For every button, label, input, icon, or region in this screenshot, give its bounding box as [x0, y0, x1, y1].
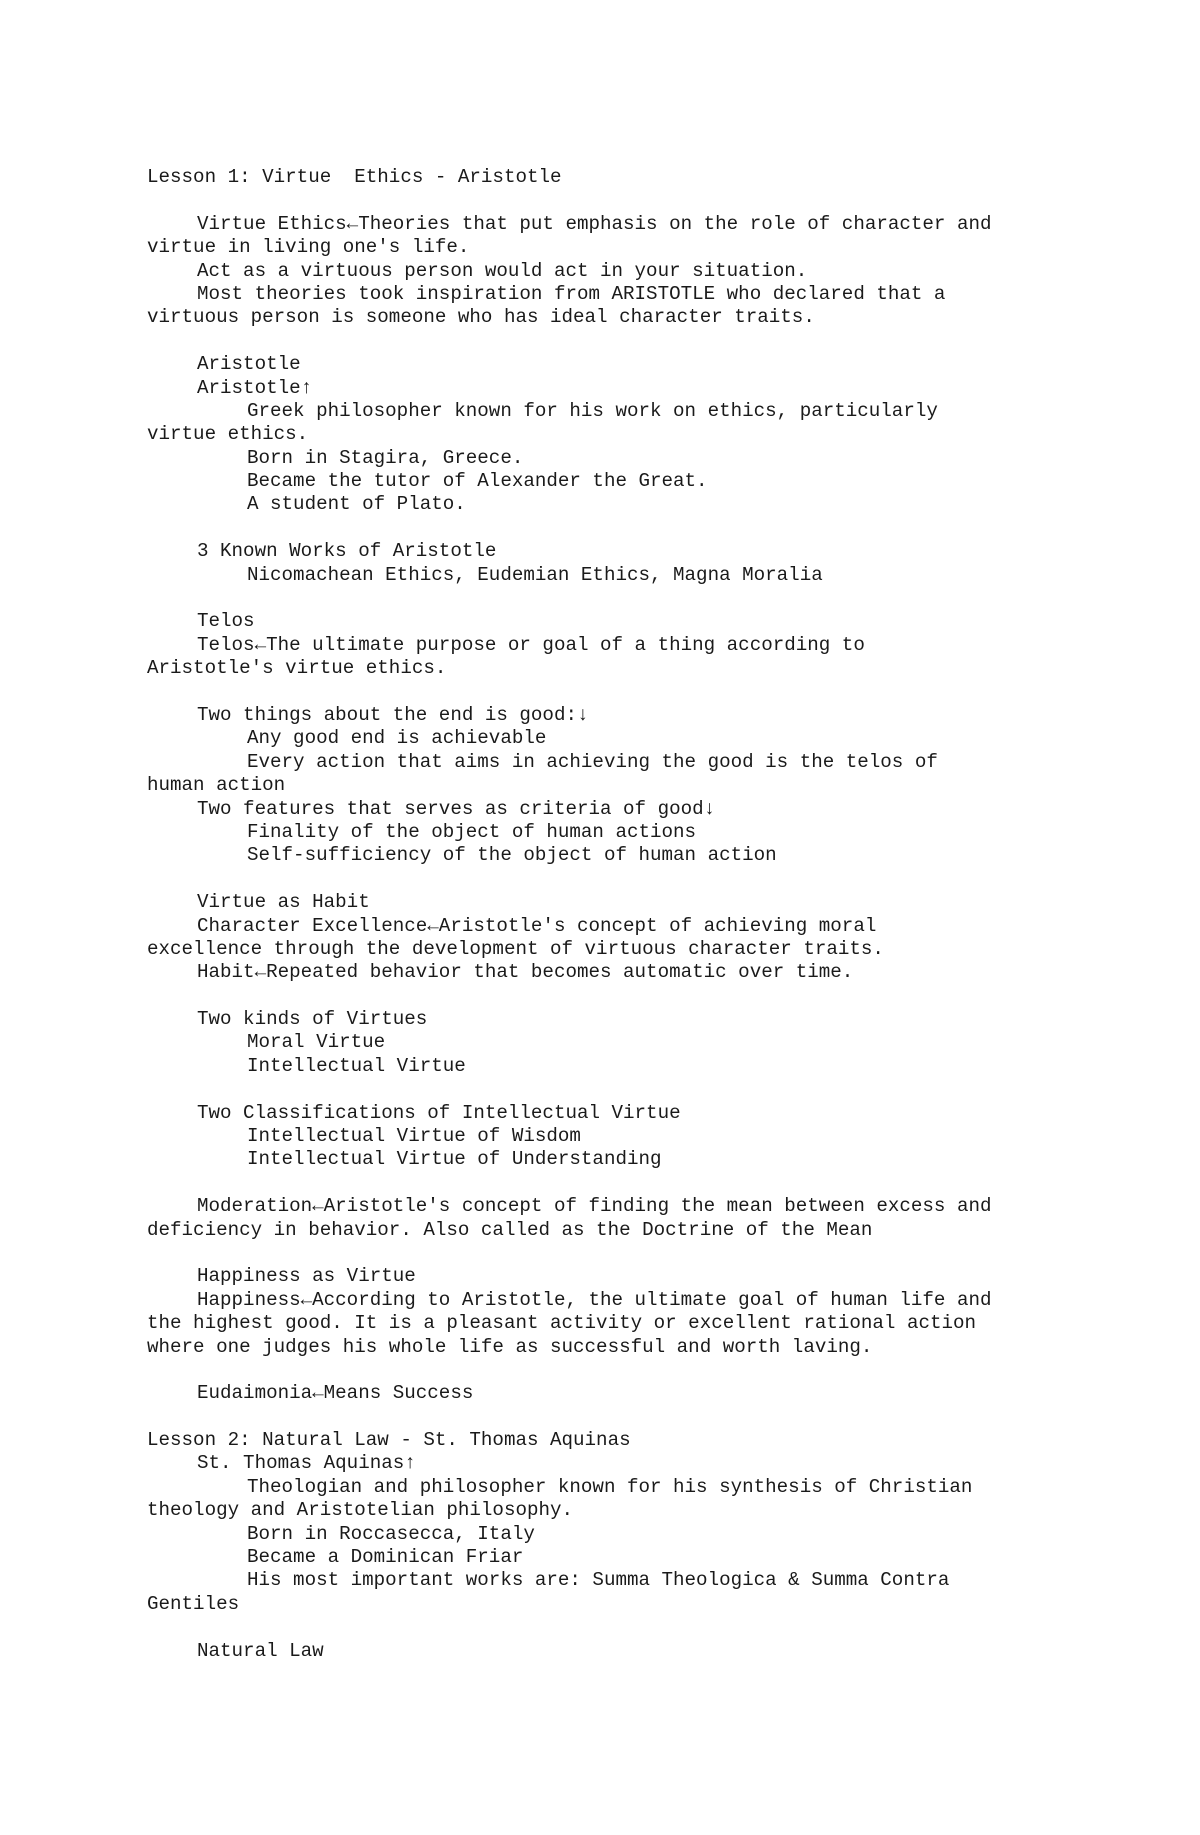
- text-line: Born in Stagira, Greece.: [247, 446, 524, 469]
- text-line: where one judges his whole life as successful and worth laving.: [147, 1335, 873, 1358]
- text-line: Eudaimonia←Means Success: [197, 1382, 474, 1405]
- text-line: Telos: [197, 610, 255, 633]
- text-line: Any good end is achievable: [247, 727, 547, 750]
- text-line: Every action that aims in achieving the good is the telos of: [247, 750, 938, 773]
- text-line: Self-sufficiency of the object of human action: [247, 844, 777, 867]
- text-line: Virtue as Habit: [197, 891, 370, 914]
- text-line: Nicomachean Ethics, Eudemian Ethics, Magna Moralia: [247, 563, 823, 586]
- text-line: Became the tutor of Alexander the Great.: [247, 470, 708, 493]
- text-line: virtue in living one's life.: [147, 236, 470, 259]
- text-line: Born in Roccasecca, Italy: [247, 1522, 535, 1545]
- text-line: Finality of the object of human actions: [247, 820, 697, 843]
- text-line: Habit←Repeated behavior that becomes automatic over time.: [197, 961, 854, 984]
- blank-line: [147, 330, 1147, 353]
- blank-line: [147, 681, 1147, 704]
- blank-line: [147, 1078, 1147, 1101]
- text-line: Aristotle↑: [197, 376, 313, 399]
- text-line: the highest good. It is a pleasant activity or excellent rational action: [147, 1312, 977, 1335]
- text-line: Aristotle's virtue ethics.: [147, 657, 447, 680]
- document-page: [147, 166, 1147, 1663]
- blank-line: [147, 1242, 1147, 1265]
- blank-line: [147, 517, 1147, 540]
- text-line: Moral Virtue: [247, 1031, 386, 1054]
- blank-line: [147, 1359, 1147, 1382]
- blank-line: [147, 1406, 1147, 1429]
- text-line: Intellectual Virtue of Understanding: [247, 1148, 662, 1171]
- text-line: theology and Aristotelian philosophy.: [147, 1499, 574, 1522]
- text-line: A student of Plato.: [247, 493, 466, 516]
- text-line: deficiency in behavior. Also called as the Doctrine of the Mean: [147, 1218, 873, 1241]
- text-line: virtuous person is someone who has ideal character traits.: [147, 306, 815, 329]
- blank-line: [147, 985, 1147, 1008]
- blank-line: [147, 1616, 1147, 1639]
- text-line: Virtue Ethics←Theories that put emphasis on the role of character and: [197, 212, 992, 235]
- text-line: Intellectual Virtue of Wisdom: [247, 1125, 581, 1148]
- text-line: virtue ethics.: [147, 423, 309, 446]
- text-line: Character Excellence←Aristotle's concept of achieving moral: [197, 914, 877, 937]
- text-line: excellence through the development of virtuous character traits.: [147, 937, 884, 960]
- text-line: Happiness←According to Aristotle, the ultimate goal of human life and: [197, 1288, 992, 1311]
- text-line: Natural Law: [197, 1639, 324, 1662]
- text-line: human action: [147, 774, 286, 797]
- text-line: Two kinds of Virtues: [197, 1008, 428, 1031]
- text-line: Two Classifications of Intellectual Virtue: [197, 1101, 681, 1124]
- text-line: Telos←The ultimate purpose or goal of a thing according to: [197, 633, 865, 656]
- text-line: Lesson 1: Virtue Ethics - Aristotle: [147, 166, 562, 188]
- text-line: Lesson 2: Natural Law - St. Thomas Aquinas: [147, 1429, 631, 1452]
- text-line: Happiness as Virtue: [197, 1265, 416, 1288]
- blank-line: [147, 587, 1147, 610]
- text-line: Act as a virtuous person would act in your situation.: [197, 259, 808, 282]
- blank-line: [147, 189, 1147, 212]
- text-line: Two features that serves as criteria of good↓: [197, 797, 716, 820]
- text-line: Two things about the end is good:↓: [197, 703, 589, 726]
- text-line: Aristotle: [197, 353, 301, 376]
- text-line: Intellectual Virtue: [247, 1054, 466, 1077]
- text-line: 3 Known Works of Aristotle: [197, 540, 497, 563]
- blank-line: [147, 868, 1147, 891]
- text-line: Gentiles: [147, 1592, 240, 1615]
- text-line: Theologian and philosopher known for his synthesis of Christian: [247, 1475, 973, 1498]
- text-line: His most important works are: Summa Theologica & Summa Contra: [247, 1569, 950, 1592]
- blank-line: [147, 1172, 1147, 1195]
- text-line: Became a Dominican Friar: [247, 1546, 524, 1569]
- text-line: Moderation←Aristotle's concept of finding the mean between excess and: [197, 1195, 992, 1218]
- text-line: Most theories took inspiration from ARISTOTLE who declared that a: [197, 282, 946, 305]
- text-line: Greek philosopher known for his work on ethics, particularly: [247, 399, 938, 422]
- text-line: St. Thomas Aquinas↑: [197, 1452, 416, 1475]
